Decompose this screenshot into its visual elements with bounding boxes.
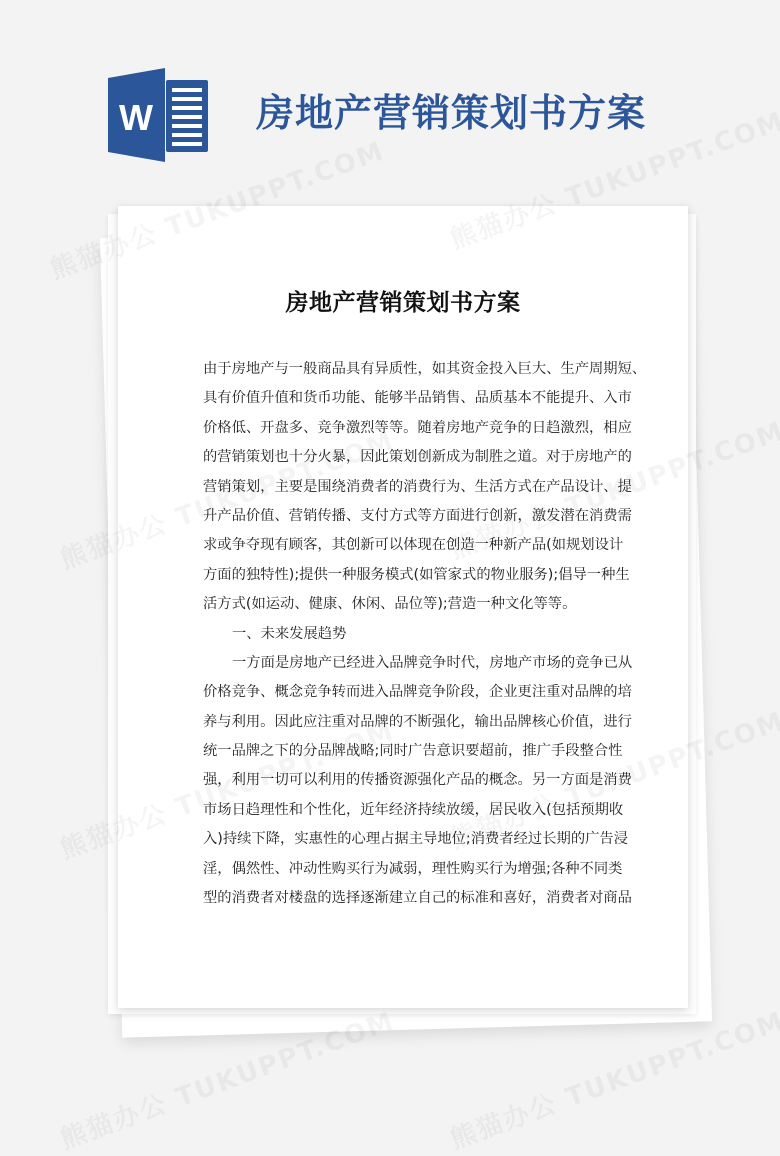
text-line: 求或争夺现有顾客，其创新可以体现在创造一种新产品(如规划设计 xyxy=(203,537,624,554)
banner-header xyxy=(0,0,780,200)
text-line: 具有价值升值和货币功能、能够半品销售、品质基本不能提升、入市 xyxy=(203,390,632,407)
text-line: 价格竞争、概念竞争转而进入品牌竞争阶段，企业更注重对品牌的培 xyxy=(203,684,632,701)
text-line: 升产品价值、营销传播、支付方式等方面进行创新，激发潜在消费需 xyxy=(203,507,632,524)
text-line: 型的消费者对楼盘的选择逐渐建立自己的标准和喜好，消费者对商品 xyxy=(203,890,632,907)
text-line: 统一品牌之下的分品牌战略;同时广告意识要超前，推广手段整合性 xyxy=(203,743,623,760)
text-line: 价格低、开盘多、竞争激烈等等。随着房地产竞争的日趋激烈，相应 xyxy=(203,419,632,436)
text-line: 入)持续下降，实惠性的心理占据主导地位;消费者经过长期的广告浸 xyxy=(203,831,629,848)
document-title: 房地产营销策划书方案 xyxy=(285,290,521,316)
text-line: 营销策划，主要是围绕消费者的消费行为、生活方式在产品设计、提 xyxy=(203,478,632,495)
paragraph-trends xyxy=(203,649,633,914)
text-line: 养与利用。因此应注重对品牌的不断强化，输出品牌核心价值，进行 xyxy=(203,713,632,730)
text-line: 一方面是房地产已经进入品牌竞争时代，房地产市场的竞争已从 xyxy=(232,654,633,671)
banner-title: 房地产营销策划书方案 xyxy=(256,91,647,135)
document-body xyxy=(203,355,647,913)
section-heading: 一、未来发展趋势 xyxy=(232,625,347,642)
word-icon xyxy=(108,68,208,162)
svg-text:W: W xyxy=(119,97,153,138)
text-line: 由于房地产与一般商品具有异质性，如其资金投入巨大、生产周期短、 xyxy=(203,361,647,377)
text-line: 的营销策划也十分火暴，因此策划创新成为制胜之道。对于房地产的 xyxy=(203,449,632,466)
text-line: 方面的独特性);提供一种服务模式(如管家式的物业服务);倡导一种生 xyxy=(203,566,630,583)
text-line: 活方式(如运动、健康、休闲、品位等);营造一种文化等等。 xyxy=(203,596,577,613)
text-line: 市场日趋理性和个性化，近年经济持续放缓，居民收入(包括预期收 xyxy=(203,801,624,818)
text-line: 淫，偶然性、冲动性购买行为减弱，理性购买行为增强;各种不同类 xyxy=(203,860,623,877)
text-line: 强，利用一切可以利用的传播资源强化产品的概念。另一方面是消费 xyxy=(203,772,632,789)
document-page xyxy=(118,206,688,1008)
paragraph-intro xyxy=(203,355,647,620)
